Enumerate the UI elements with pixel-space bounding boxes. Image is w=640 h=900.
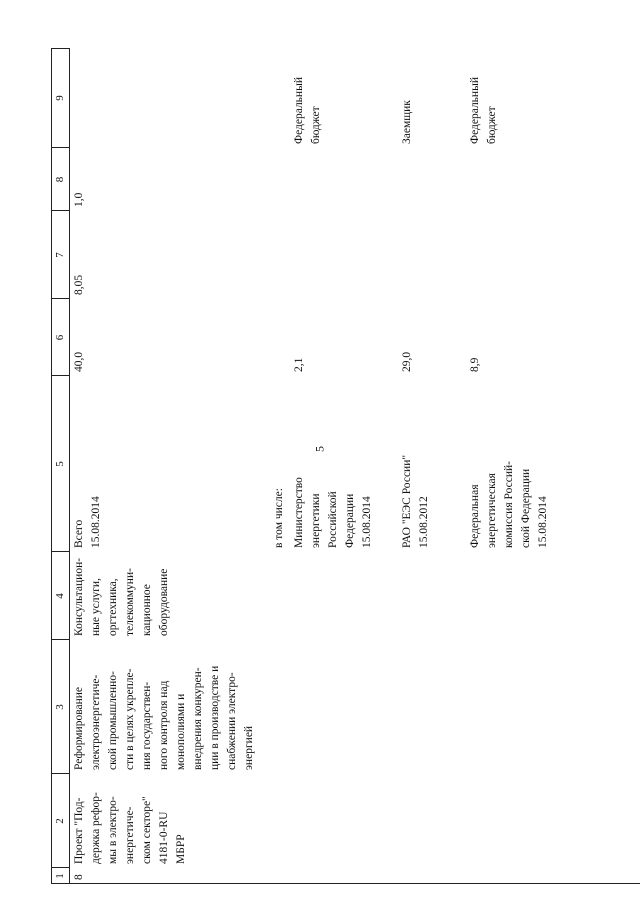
rao-name: РАО "ЕЭС России" 15.08.2012 [401,454,430,548]
including-label: в том числе: [273,488,285,548]
loan-uses: Консультацион- ные услуги, оргтехника, телекоммуни- кационное оборудование [73,557,170,636]
col-header-4: 4 [54,593,66,599]
project-goal: Реформирование электроэнергетиче- ской промышленно- сти в целях укрепле- ния государствен- ного контроля над монополиями и внедрения конкурен- ции в производстве и снабжении электро- энергией [73,665,255,770]
ministry-name: Министерство энергетики Российской Федерации 15.08.2014 [293,477,373,548]
col-header-7: 7 [54,252,66,258]
col-header-2: 2 [54,818,66,824]
total-share: 1,0 [73,192,85,207]
page-number: 5 [312,446,327,452]
col-header-8: 8 [54,176,66,183]
col-header-9: 9 [54,95,66,101]
row-number: 8 [73,874,85,880]
fec-amount: 8,9 [469,357,481,372]
project-name: Проект "Под- держка рефор- мы в электро- энергетиче- ском секторе" 4181-0-RU МБРР [73,792,187,864]
rotated-table [51,48,640,884]
rao-source: Заемщик [401,100,413,144]
rao-amount: 29,0 [401,351,413,372]
fec-source: Федеральный бюджет [469,77,498,144]
ministry-source: Федеральный бюджет [293,77,322,144]
col-header-5: 5 [54,461,66,467]
col-header-1: 1 [54,873,66,879]
total-label: Всего 15.08.2014 [73,496,102,548]
col-header-6: 6 [54,334,66,341]
total-amount: 40,0 [73,351,85,372]
fec-name: Федеральная энергетическая комиссия Россий- ской Федерации 15.08.2014 [469,461,549,548]
total-disbursed: 8,05 [73,274,85,295]
ministry-amount: 2,1 [293,357,305,372]
col-header-3: 3 [54,704,66,710]
